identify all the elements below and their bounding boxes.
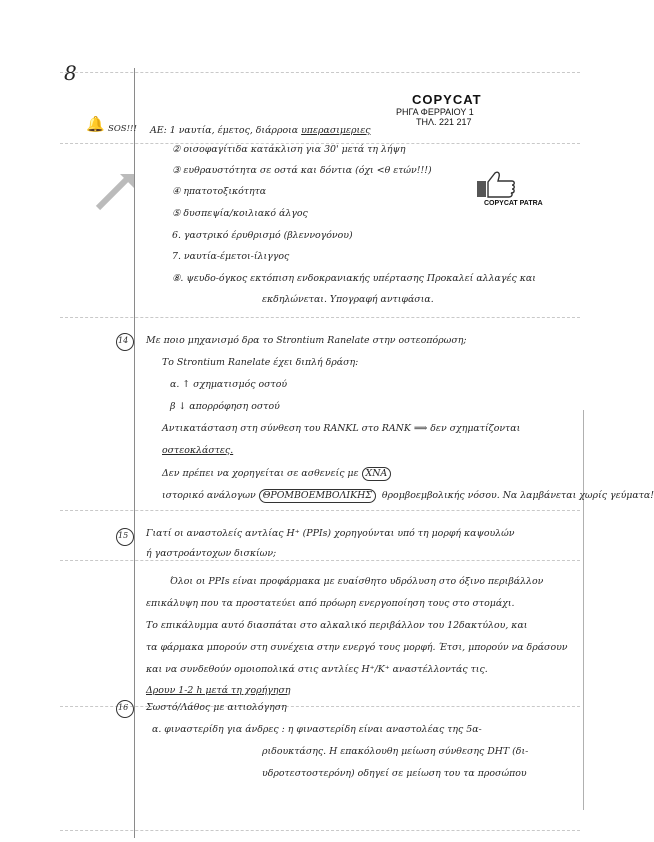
bell-doodle-icon: 🔔 bbox=[86, 115, 105, 133]
answer-line: Το επικάλυμμα αυτό διασπάται στο αλκαλικό περιβάλλον του 12δακτύλου, και bbox=[146, 620, 528, 631]
answer-line: α. ↑ σχηματισμός οστού bbox=[170, 379, 288, 390]
answer-line: Όλοι οι PPIs είναι προφάρμακα με ευαίσθητο υδρόλυση στο όξινο περιβάλλον bbox=[170, 576, 544, 587]
answer-line: ριδουκτάσης. Η επακόλουθη μείωση σύνθεσης DHT (δι- bbox=[262, 746, 529, 757]
answer-line: α. φιναστερίδη για άνδρες : η φιναστερίδη είναι αναστολέας της 5α- bbox=[152, 724, 482, 735]
ruled-line bbox=[60, 72, 580, 73]
sos-note: SOS!!! bbox=[108, 124, 137, 134]
answer-line: οστεοκλάστες. bbox=[162, 445, 234, 456]
arrow-doodle-icon bbox=[94, 170, 138, 212]
ruled-line bbox=[60, 510, 580, 511]
question-number: 16 bbox=[118, 703, 129, 712]
stamp-phone: ΤΗΛ. 221 217 bbox=[416, 117, 472, 127]
side-effect-item: ⑧. ψευδο-όγκος εκτόπιση ενδοκρανιακής υπέρτασης Προκαλεί αλλαγές και bbox=[172, 273, 536, 284]
side-effect-item: εκδηλώνεται. Υπογραφή αντιφάσια. bbox=[262, 294, 434, 305]
side-effect-item: ④ ηπατοτοξικότητα bbox=[172, 186, 267, 197]
stamp-name: COPYCAT bbox=[412, 92, 482, 107]
question-number: 15 bbox=[118, 531, 129, 540]
stamp-street: ΡΗΓΑ ΦΕΡΡΑΙΟΥ 1 bbox=[396, 107, 474, 117]
circled-word-frame bbox=[362, 467, 392, 481]
answer-line: επικάλυψη που τα προστατεύει από πρόωρη ενεργοποίηση τους στο στομάχι. bbox=[146, 598, 515, 609]
answer-line: θρομβοεμβολικής νόσου. Να λαμβάνεται χωρίς γεύματα! bbox=[381, 490, 654, 501]
answer-line: Δρουν 1-2 h μετά τη χορήγηση bbox=[146, 685, 291, 696]
side-effects-heading-tail: υπερασιμεριες bbox=[301, 125, 371, 136]
side-effect-item: ⑤ δυσπεψία/κοιλιακό άλγος bbox=[172, 208, 308, 219]
answer-line: και να συνδεθούν ομοιοπολικά στις αντλίες H⁺/K⁺ αναστέλλοντάς τις. bbox=[146, 664, 488, 675]
answer-line bbox=[162, 489, 654, 503]
answer-line bbox=[162, 467, 391, 481]
question-text: ή γαστροάντοχων δισκίων; bbox=[146, 548, 277, 559]
answer-line: τα φάρμακα μπορούν στη συνέχεια στην ενεργό τους μορφή. Έτσι, μπορούν να δράσουν bbox=[146, 642, 568, 653]
stamp-logo-caption: COPYCAT PATRA bbox=[484, 200, 543, 207]
side-effects-heading-text: ΑΕ: 1 ναυτία, έμετος, διάρροια bbox=[150, 125, 302, 136]
side-effect-item: ② οισοφαγίτιδα κατάκλιση για 30' μετά τη λήψη bbox=[172, 144, 406, 155]
ruled-line bbox=[60, 830, 580, 831]
question-text: Με ποιο μηχανισμό δρα το Strontium Ranelate στην οστεοπόρωση; bbox=[146, 335, 467, 346]
side-effects-heading bbox=[150, 125, 371, 137]
answer-line: Το Strontium Ranelate έχει διπλή δράση: bbox=[162, 357, 359, 368]
answer-line: Αντικατάσταση στη σύνθεση του RANKL στο RANK ⟹ δεν σχηματίζονται bbox=[162, 423, 521, 434]
ruled-line bbox=[60, 706, 580, 707]
answer-line: υδροτεστοστερόνη) οδηγεί σε μείωση του τα προσώπου bbox=[262, 768, 527, 779]
question-text: Σωστό/Λάθος με αιτιολόγηση bbox=[146, 702, 287, 713]
circled-word-frame bbox=[259, 489, 376, 503]
answer-line-text: Δεν πρέπει να χορηγείται σε ασθενείς με bbox=[162, 468, 359, 479]
ruled-line bbox=[60, 317, 580, 318]
side-effect-item: ③ ευθραυστότητα σε οστά και δόντια (όχι <θ ετών!!!) bbox=[172, 165, 432, 176]
ruled-line bbox=[60, 560, 580, 561]
page-number: 8 bbox=[64, 61, 77, 85]
side-effect-item: 7. ναυτία-έμετοι-ίλιγγος bbox=[172, 251, 290, 262]
thumbs-up-icon bbox=[476, 170, 516, 198]
right-edge-line bbox=[583, 410, 584, 810]
circled-word: ΧΝΑ bbox=[365, 468, 388, 479]
question-number: 14 bbox=[118, 336, 129, 345]
question-text: Γιατί οι αναστολείς αντλίας H⁺ (PPIs) χορηγούνται υπό τη μορφή καψουλών bbox=[146, 528, 515, 539]
answer-line-text: ιστορικό ανάλογων bbox=[162, 490, 256, 501]
answer-line: β ↓ απορρόφηση οστού bbox=[170, 401, 280, 412]
side-effect-item: 6. γαστρικό έρυθρισμό (βλεννογόνου) bbox=[172, 230, 353, 241]
circled-word: ΘΡΟΜΒΟΕΜΒΟΛΙΚΗΣ bbox=[262, 490, 372, 501]
